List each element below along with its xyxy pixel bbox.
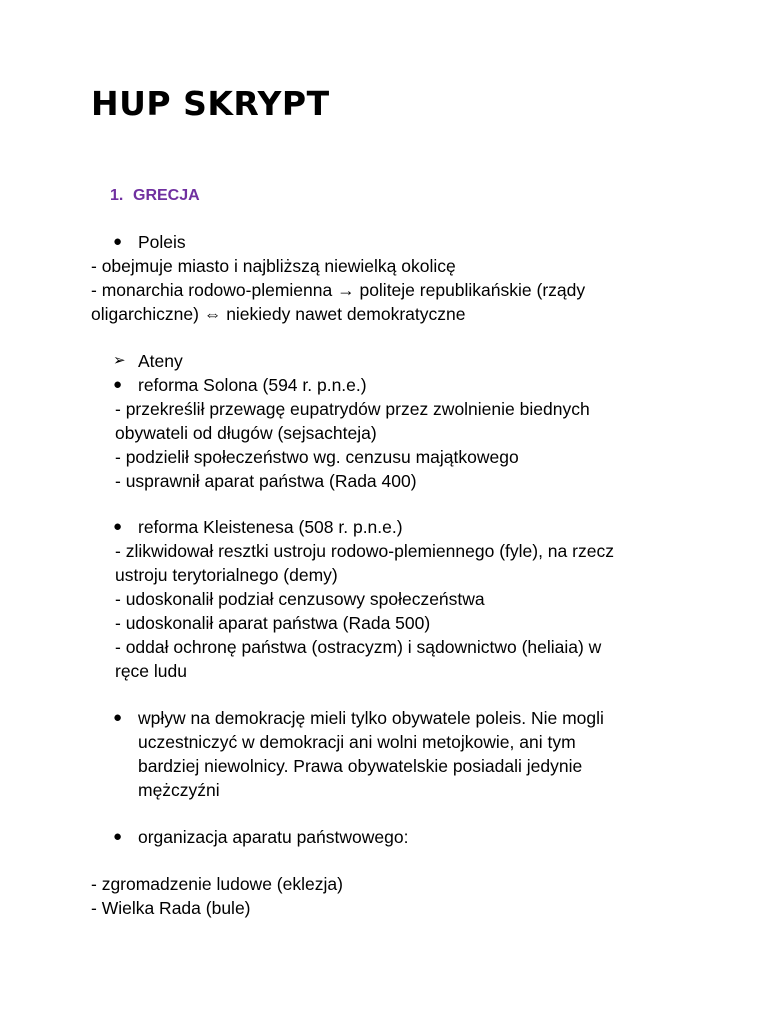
ateny-heading: Ateny bbox=[138, 351, 183, 371]
solon-line: - usprawnił aparat państwa (Rada 400) bbox=[115, 471, 417, 491]
arrow-bullet-icon: ➢ bbox=[113, 352, 126, 369]
bullet-icon: ● bbox=[113, 828, 123, 845]
section-label: GRECJA bbox=[133, 187, 200, 204]
kleistenes-heading: reforma Kleistenesa (508 r. p.n.e.) bbox=[138, 517, 403, 537]
bullet-icon: ● bbox=[113, 233, 123, 250]
bullet-icon: ● bbox=[113, 518, 123, 535]
kleistenes-line: ustroju terytorialnego (demy) bbox=[115, 565, 338, 585]
poleis-line: oligarchiczne) ⇔ niekiedy nawet demokratyczne bbox=[91, 304, 466, 324]
poleis-heading: Poleis bbox=[138, 232, 186, 252]
bullet-icon: ● bbox=[113, 376, 123, 393]
kleistenes-line: - udoskonalił podział cenzusowy społeczeństwa bbox=[115, 589, 485, 609]
organizacja-line: - Wielka Rada (bule) bbox=[91, 898, 251, 918]
poleis-line: - obejmuje miasto i najbliższą niewielką okolicę bbox=[91, 256, 456, 276]
solon-heading: reforma Solona (594 r. p.n.e.) bbox=[138, 375, 367, 395]
kleistenes-line: ręce ludu bbox=[115, 661, 187, 681]
solon-line: - podzielił społeczeństwo wg. cenzusu majątkowego bbox=[115, 447, 519, 467]
kleistenes-line: - zlikwidował resztki ustroju rodowo-plemiennego (fyle), na rzecz bbox=[115, 541, 614, 561]
section-heading bbox=[110, 184, 200, 208]
solon-line: obywateli od długów (sejsachteja) bbox=[115, 423, 377, 443]
kleistenes-line: - oddał ochronę państwa (ostracyzm) i sądownictwo (heliaia) w bbox=[115, 637, 602, 657]
organizacja-heading: organizacja aparatu państwowego: bbox=[138, 827, 409, 847]
organizacja-line: - zgromadzenie ludowe (eklezja) bbox=[91, 874, 343, 894]
wplyw-line: wpływ na demokrację mieli tylko obywatele poleis. Nie mogli bbox=[138, 708, 604, 728]
poleis-line: - monarchia rodowo-plemienna → politeje republikańskie (rządy bbox=[91, 280, 586, 300]
wplyw-line: mężczyźni bbox=[138, 780, 220, 800]
solon-line: - przekreślił przewagę eupatrydów przez zwolnienie biednych bbox=[115, 399, 590, 419]
wplyw-line: uczestniczyć w demokracji ani wolni metojkowie, ani tym bbox=[138, 732, 576, 752]
wplyw-line: bardziej niewolnicy. Prawa obywatelskie posiadali jedynie bbox=[138, 756, 583, 776]
section-number: 1. bbox=[110, 187, 124, 204]
bullet-icon: ● bbox=[113, 709, 123, 726]
kleistenes-line: - udoskonalił aparat państwa (Rada 500) bbox=[115, 613, 431, 633]
document-title: HUP SKRYPT bbox=[91, 84, 330, 123]
